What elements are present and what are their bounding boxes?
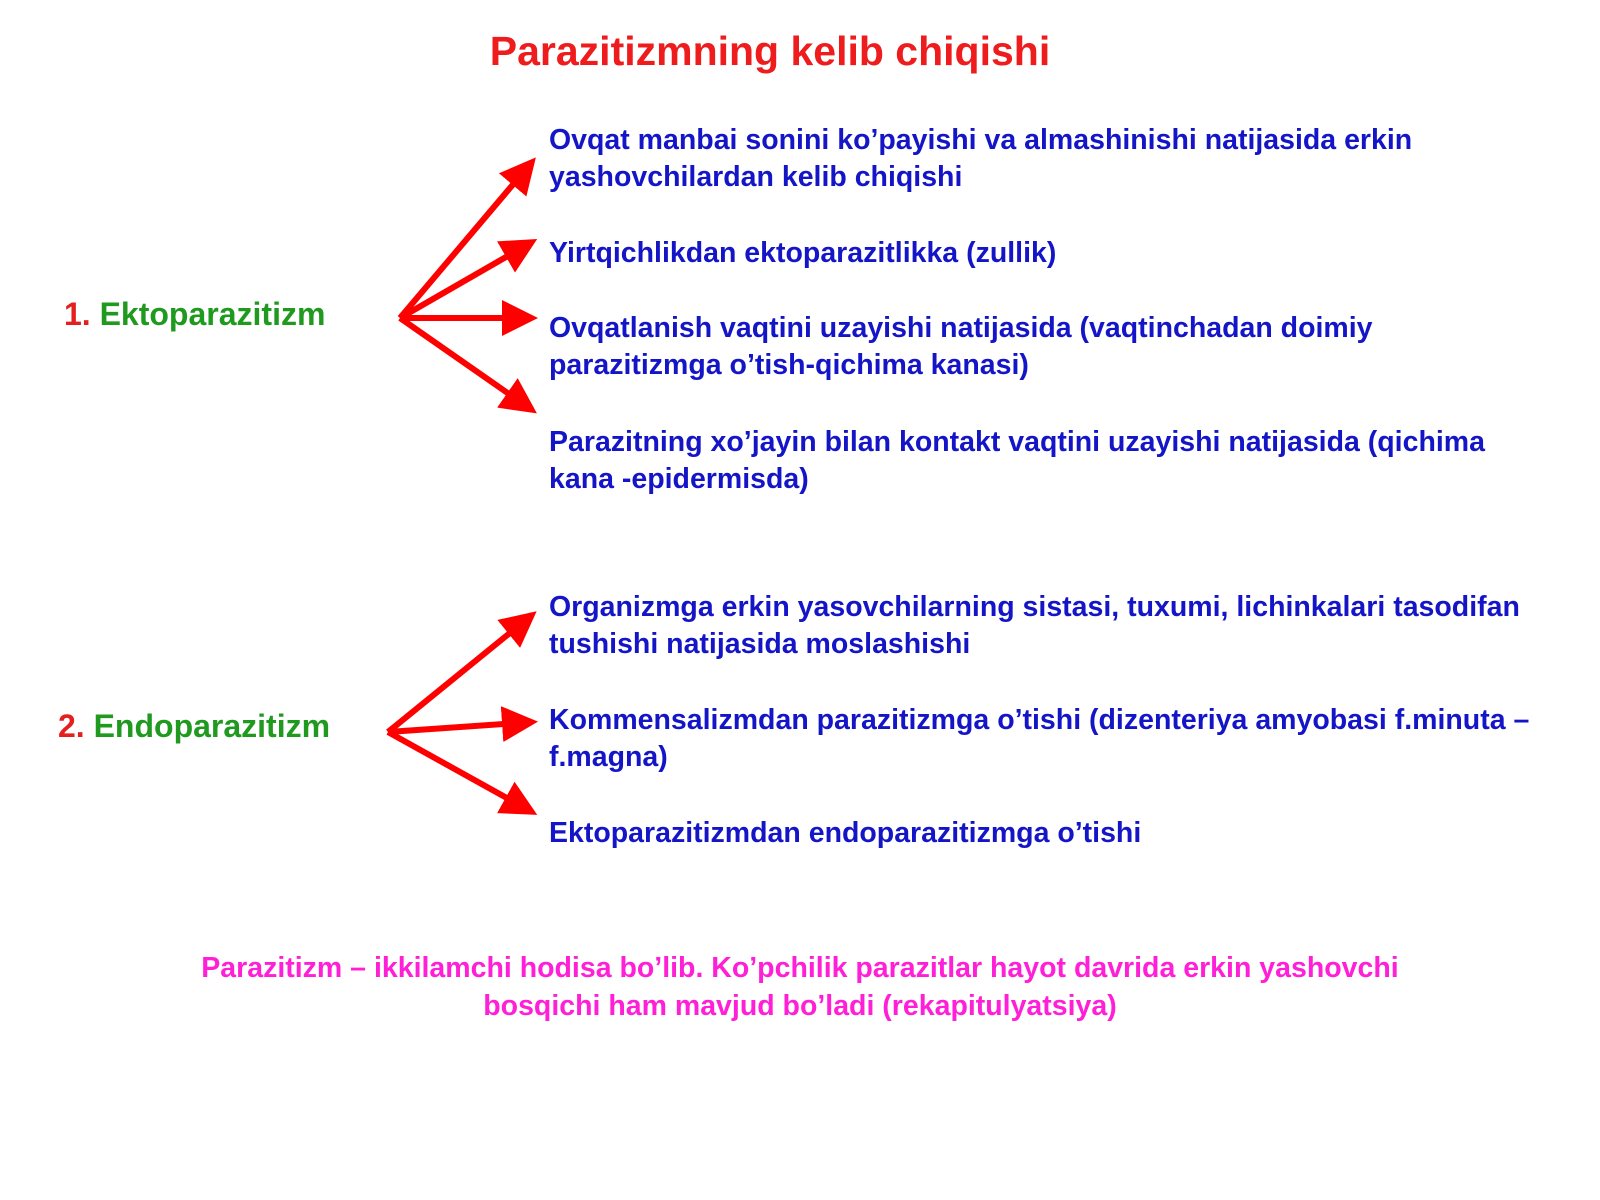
arrow-ekto-1: [400, 162, 532, 318]
arrow-ekto-2: [400, 242, 532, 318]
arrow-endo-2: [388, 722, 532, 732]
ekto-item-2: Yirtqichlikdan ektoparazitlikka (zullik): [549, 237, 1057, 269]
slide-title: Parazitizmning kelib chiqishi: [489, 28, 1051, 74]
arrow-endo-3: [388, 732, 532, 812]
ekto-item-3: Ovqatlanish vaqtini uzayishi natijasida (vaqtinchadan doimiy parazitizmga o’tish-qichima kanasi): [549, 312, 1373, 381]
arrow-endo-1: [388, 615, 532, 732]
endo-item-1: Organizmga erkin yasovchilarning sistasi, tuxumi, lichinkalari tasodifan tushishi natijasida moslashishi: [549, 591, 1520, 660]
category-label: Endoparazitizm: [93, 708, 331, 744]
ekto-item-1: Ovqat manbai sonini ko’payishi va almashinishi natijasida erkin yashovchilardan kelib chiqishi: [549, 124, 1413, 193]
category-number: 1.: [64, 296, 91, 332]
category-label: Ektoparazitizm: [99, 296, 326, 332]
endo-item-3: Ektoparazitizmdan endoparazitizmga o’tishi: [549, 817, 1142, 849]
category-endoparazitizm: [58, 708, 330, 745]
category-number: 2.: [58, 708, 85, 744]
category-ektoparazitizm: [64, 296, 325, 333]
endo-item-2: Kommensalizmdan parazitizmga o’tishi (dizenteriya amyobasi f.minuta – f.magna): [549, 704, 1530, 773]
arrow-ekto-4: [400, 318, 532, 410]
ekto-item-4: Parazitning xo’jayin bilan kontakt vaqtini uzayishi natijasida (qichima kana -epidermisda): [549, 426, 1485, 495]
footer-note: Parazitizm – ikkilamchi hodisa bo’lib. Ko’pchilik parazitlar hayot davrida erkin yashovchi bosqichi ham mavjud bo’ladi (rekapitulyatsiya): [201, 952, 1399, 1022]
